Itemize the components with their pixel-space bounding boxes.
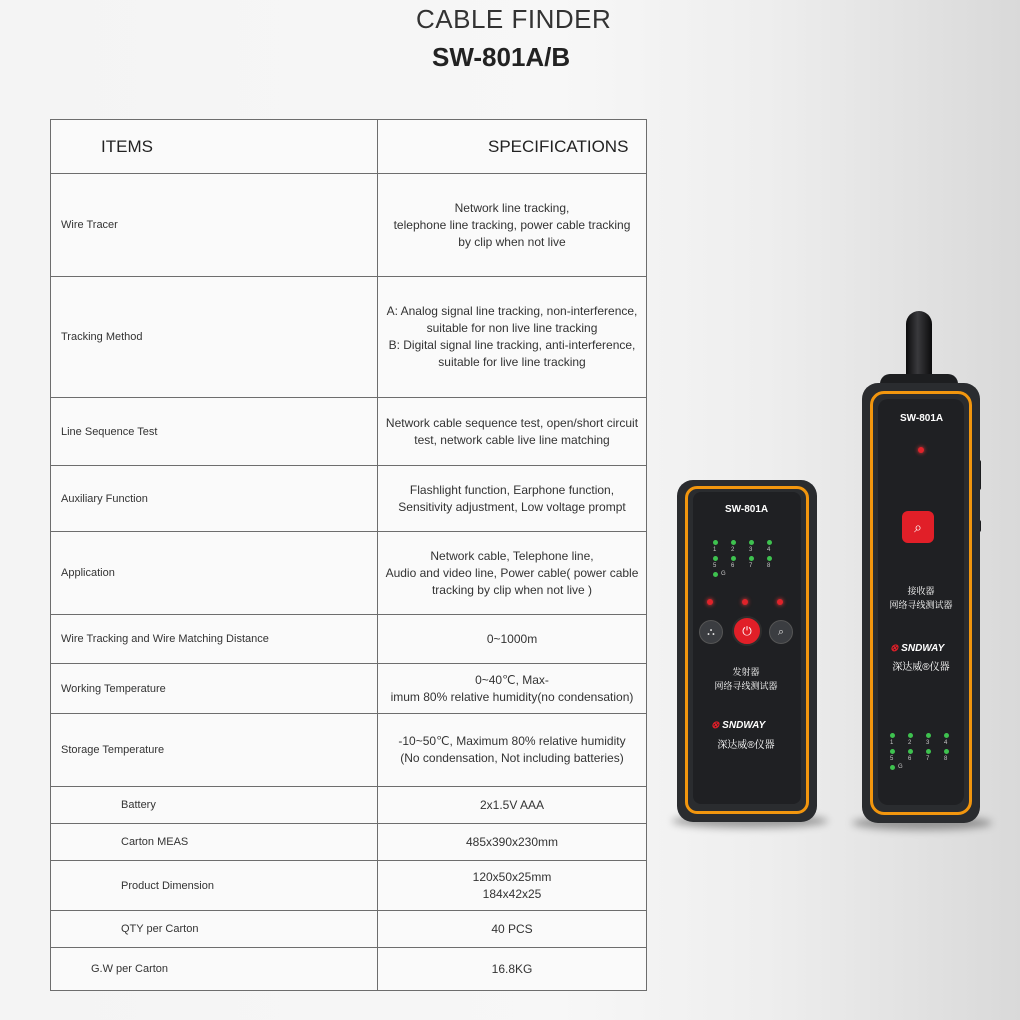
led-label: 2 xyxy=(908,740,912,746)
spec-cell: 120x50x25mm 184x42x25 xyxy=(378,861,647,911)
led-label: 3 xyxy=(749,547,753,553)
column-header-specifications: SPECIFICATIONS xyxy=(378,120,647,174)
spec-cell: 485x390x230mm xyxy=(378,824,647,861)
spec-cell: Network cable sequence test, open/short circuit test, network cable live line matching xyxy=(378,398,647,466)
led-label: G xyxy=(721,571,726,577)
led-8 xyxy=(767,556,772,561)
led-label: 6 xyxy=(731,563,735,569)
network-icon: ⛬ xyxy=(707,625,715,638)
power-icon: ⏻ xyxy=(742,623,752,638)
indicator-led xyxy=(742,599,748,605)
led-label: 5 xyxy=(713,563,717,569)
led-label: 8 xyxy=(767,563,771,569)
receiver-search-button[interactable] xyxy=(902,511,934,543)
item-cell: Working Temperature xyxy=(51,664,378,714)
transmitter-face xyxy=(693,492,801,804)
led-7 xyxy=(749,556,754,561)
led-label: 6 xyxy=(908,756,912,762)
led-label: 7 xyxy=(926,756,930,762)
led-4 xyxy=(767,540,772,545)
spec-cell: 40 PCS xyxy=(378,911,647,948)
table-row xyxy=(51,911,647,948)
brand-logo-icon: ⊗ xyxy=(711,720,723,731)
search-icon: ⌕ xyxy=(914,518,922,535)
table-row xyxy=(51,615,647,664)
spec-cell: Flashlight function, Earphone function, Sensitivity adjustment, Low voltage prompt xyxy=(378,466,647,532)
indicator-led xyxy=(777,599,783,605)
spec-cell: 2x1.5V AAA xyxy=(378,787,647,824)
table-row xyxy=(51,664,647,714)
network-button[interactable] xyxy=(699,620,723,644)
led-g xyxy=(713,572,718,577)
indicator-led xyxy=(707,599,713,605)
spec-cell: Network line tracking, telephone line tracking, power cable tracking by clip when not live xyxy=(378,174,647,277)
led-label: 4 xyxy=(944,740,948,746)
table-row xyxy=(51,714,647,787)
table-row xyxy=(51,174,647,277)
item-cell: G.W per Carton xyxy=(51,948,378,991)
led-6 xyxy=(731,556,736,561)
receiver-cn-subtitle: 网络寻线测试器 xyxy=(889,600,953,610)
table-row xyxy=(51,861,647,911)
led-label: 5 xyxy=(890,756,894,762)
receiver-indicator-led xyxy=(918,447,924,453)
led-label: 1 xyxy=(890,740,894,746)
item-cell: Line Sequence Test xyxy=(51,398,378,466)
item-cell: Auxiliary Function xyxy=(51,466,378,532)
receiver-cn-name: 接收器 xyxy=(907,586,935,596)
table-row xyxy=(51,948,647,991)
receiver-led-grid xyxy=(890,733,960,783)
spec-cell: A: Analog signal line tracking, non-interference, suitable for non live line tracking B: Digital signal line tracking, anti-interference, suitable for live line tracking xyxy=(378,277,647,398)
led-label: 1 xyxy=(713,547,717,553)
transmitter-cn-subtitle: 网络寻线测试器 xyxy=(714,681,778,691)
spec-cell: 16.8KG xyxy=(378,948,647,991)
led-2 xyxy=(908,733,913,738)
led-3 xyxy=(926,733,931,738)
led-3 xyxy=(749,540,754,545)
led-label: G xyxy=(898,764,903,770)
table-row xyxy=(51,398,647,466)
transmitter-brand xyxy=(711,720,765,731)
led-1 xyxy=(713,540,718,545)
item-cell: Tracking Method xyxy=(51,277,378,398)
search-button[interactable] xyxy=(769,620,793,644)
led-1 xyxy=(890,733,895,738)
item-cell: Wire Tracking and Wire Matching Distance xyxy=(51,615,378,664)
spec-cell: 0~1000m xyxy=(378,615,647,664)
receiver-face xyxy=(878,399,964,805)
led-g xyxy=(890,765,895,770)
brand-name: SNDWAY xyxy=(722,720,766,731)
transmitter-led-grid xyxy=(713,540,783,590)
power-button[interactable] xyxy=(732,616,762,646)
item-cell: Carton MEAS xyxy=(51,824,378,861)
page-title: CABLE FINDER xyxy=(416,4,612,34)
led-5 xyxy=(890,749,895,754)
receiver-brand xyxy=(890,643,944,654)
brand-logo-icon: ⊗ xyxy=(890,643,902,654)
item-cell: Storage Temperature xyxy=(51,714,378,787)
led-label: 7 xyxy=(749,563,753,569)
led-5 xyxy=(713,556,718,561)
column-header-items: ITEMS xyxy=(51,120,378,174)
receiver-model-label: SW-801A xyxy=(900,413,944,424)
led-4 xyxy=(944,733,949,738)
receiver-probe-tip xyxy=(906,311,932,383)
table-row xyxy=(51,824,647,861)
item-cell: Product Dimension xyxy=(51,861,378,911)
transmitter-cn-name: 发射器 xyxy=(732,667,760,677)
led-label: 4 xyxy=(767,547,771,553)
item-cell: Battery xyxy=(51,787,378,824)
led-7 xyxy=(926,749,931,754)
table-row xyxy=(51,532,647,615)
spec-cell: -10~50℃, Maximum 80% relative humidity (No condensation, Not including batteries) xyxy=(378,714,647,787)
item-cell: QTY per Carton xyxy=(51,911,378,948)
model-title: SW-801A/B xyxy=(432,42,571,72)
spec-cell: 0~40℃, Max- imum 80% relative humidity(no condensation) xyxy=(378,664,647,714)
search-icon: ⌕ xyxy=(777,625,785,638)
led-label: 2 xyxy=(731,547,735,553)
table-row xyxy=(51,466,647,532)
table-header-row xyxy=(51,120,647,174)
spec-cell: Network cable, Telephone line, Audio and video line, Power cable( power cable tracking by clip when not live ) xyxy=(378,532,647,615)
led-2 xyxy=(731,540,736,545)
brand-name: SNDWAY xyxy=(901,643,945,654)
led-label: 8 xyxy=(944,756,948,762)
table-row xyxy=(51,787,647,824)
transmitter-model-label: SW-801A xyxy=(725,504,769,515)
spec-table xyxy=(50,119,647,991)
led-8 xyxy=(944,749,949,754)
item-cell: Wire Tracer xyxy=(51,174,378,277)
transmitter-device xyxy=(677,480,817,822)
led-6 xyxy=(908,749,913,754)
transmitter-brand-cn: 深达威®仪器 xyxy=(717,740,775,751)
item-cell: Application xyxy=(51,532,378,615)
receiver-brand-cn: 深达威®仪器 xyxy=(892,662,950,673)
receiver-device xyxy=(862,383,980,823)
table-row xyxy=(51,277,647,398)
led-label: 3 xyxy=(926,740,930,746)
